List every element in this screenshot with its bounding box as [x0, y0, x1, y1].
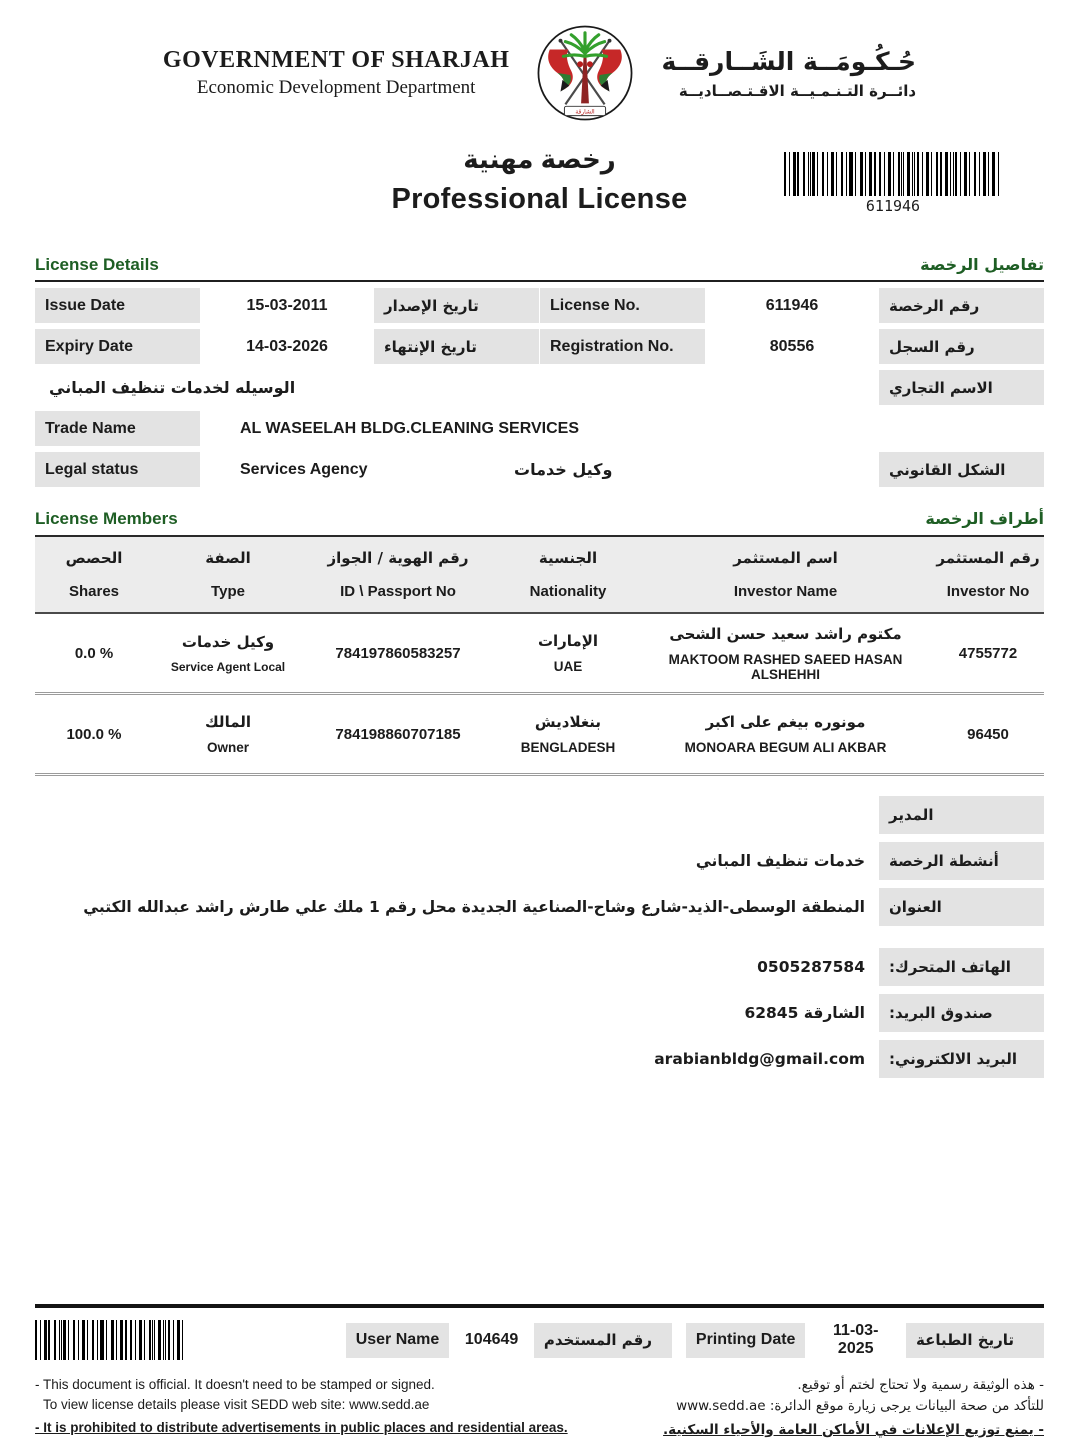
member-investor-name: مونوره بيغم على اكبر MONOARA BEGUM ALI AKBAR — [684, 713, 887, 755]
note-official-en: - This document is official. It doesn't need to be stamped or signed. — [35, 1377, 435, 1392]
po-box-row — [35, 994, 1044, 1032]
license-barcode — [784, 152, 1002, 215]
license-members-heading — [35, 509, 1044, 529]
trade-name-en-value: AL WASEELAH BLDG.CLEANING SERVICES — [240, 419, 579, 437]
col-shares-ar: الحصص — [65, 549, 123, 567]
license-members-section — [35, 509, 1044, 776]
barcode-bars — [784, 152, 1002, 196]
org-name-ar-line1: حُـكُـومَــة الشَــارقــة — [661, 46, 917, 76]
member-investor-no: 96450 — [967, 725, 1009, 743]
col-type-ar: الصفة — [205, 549, 251, 567]
registration-no-label-en: Registration No. — [540, 329, 705, 364]
member-shares: 100.0 % — [66, 725, 122, 743]
members-header-english-row — [35, 567, 1044, 600]
member-investor-name: مكتوم راشد سعيد حسن الشحى MAKTOOM RASHED SAEED HASAN ALSHEHHI — [668, 624, 903, 682]
trade-name-ar-label: الاسم التجاري — [879, 370, 1044, 405]
detail-row-legal-status — [35, 452, 1044, 487]
detail-row-trade-name-english — [35, 411, 1044, 446]
section-heading-ar: تفاصيل الرخصة — [920, 255, 1044, 274]
manager-label: المدير — [879, 796, 1044, 834]
section-rule — [35, 280, 1044, 282]
trade-name-en-label: Trade Name — [35, 411, 200, 446]
mobile-value: 0505287584 — [757, 958, 865, 976]
mobile-label: الهاتف المتحرك: — [879, 948, 1044, 986]
user-name-label-en: User Name — [346, 1323, 450, 1358]
org-name-en-line1: GOVERNMENT OF SHARJAH — [162, 47, 510, 73]
expiry-date-label-ar: تاريخ الإنتهاء — [374, 329, 539, 364]
member-type: المالك Owner — [204, 713, 252, 755]
footer-notes — [35, 1372, 1044, 1438]
col-investor-name-ar: اسم المستثمر — [733, 549, 838, 567]
member-row — [35, 614, 1044, 695]
legal-status-label-en: Legal status — [35, 452, 200, 487]
detail-row-trade-name-arabic — [35, 370, 1044, 405]
expiry-date-value: 14-03-2026 — [246, 337, 328, 355]
legal-status-value-en: Services Agency — [240, 460, 368, 478]
expiry-date-label-en: Expiry Date — [35, 329, 200, 364]
address-value: المنطقة الوسطى-الذيد-شارع وشاح-الصناعية الجديدة محل رقم 1 ملك علي طارش راشد عبدالله الكتبي — [83, 898, 865, 916]
issue-date-value: 15-03-2011 — [246, 296, 328, 314]
org-name-arabic — [661, 47, 916, 100]
footer-rule — [35, 1304, 1044, 1308]
address-label: العنوان — [879, 888, 1044, 926]
note-official-ar: - هذه الوثيقة رسمية ولا تحتاج لختم أو توقيع. — [797, 1377, 1044, 1393]
detail-row-expiry-registration — [35, 329, 1044, 364]
license-no-label-ar: رقم الرخصة — [879, 288, 1044, 323]
members-header-arabic-row — [35, 549, 1044, 567]
printing-date-value: 11-03-2025 — [833, 1322, 879, 1357]
registration-no-label-ar: رقم السجل — [879, 329, 1044, 364]
printing-date-label-en: Printing Date — [686, 1323, 806, 1358]
issue-date-label-ar: تاريخ الإصدار — [374, 288, 539, 323]
member-investor-no: 4755772 — [958, 644, 1018, 662]
address-row — [35, 888, 1044, 926]
section-heading-en: License Members — [35, 509, 178, 528]
legal-status-label-ar: الشكل القانوني — [879, 452, 1044, 487]
legal-status-value-ar: وكيل خدمات — [514, 460, 613, 479]
mobile-row — [35, 948, 1044, 986]
footer-meta-row — [35, 1320, 1044, 1360]
org-header — [35, 24, 1044, 122]
note-website-ar: للتأكد من صحة البيانات يرجى زيارة موقع الدائرة: www.sedd.ae — [676, 1398, 1044, 1414]
sharjah-emblem-icon — [535, 24, 635, 122]
activities-label: أنشطة الرخصة — [879, 842, 1044, 880]
po-box-value: الشارقة 62845 — [744, 1004, 865, 1022]
detail-row-issue-license — [35, 288, 1044, 323]
email-label: البريد الالكتروني: — [879, 1040, 1044, 1078]
col-id-en: ID \ Passport No — [340, 583, 456, 600]
col-nationality-ar: الجنسية — [538, 549, 598, 567]
activities-row — [35, 842, 1044, 880]
col-shares-en: Shares — [68, 583, 120, 600]
license-info-section — [35, 788, 1044, 1078]
col-type-en: Type — [211, 583, 245, 600]
org-name-ar-line2: دائــرة التـنـمـيــة الاقـتـصــاديــة — [678, 81, 917, 100]
license-details-heading — [35, 255, 1044, 275]
org-name-en-line2: Economic Development Department — [196, 77, 476, 98]
document-title-arabic: رخصة مهنية — [463, 144, 616, 174]
member-row — [35, 695, 1044, 776]
issue-date-label-en: Issue Date — [35, 288, 200, 323]
document-footer — [35, 1304, 1044, 1438]
license-no-label-en: License No. — [540, 288, 705, 323]
footer-notes-arabic — [600, 1372, 1044, 1438]
member-type: وكيل خدمات Service Agent Local — [170, 632, 286, 674]
member-id-passport: 784198860707185 — [335, 725, 461, 743]
document-title-block — [35, 144, 1044, 239]
trade-name-ar-value: الوسيله لخدمات تنظيف المباني — [49, 378, 296, 397]
po-box-label: صندوق البريد: — [879, 994, 1044, 1032]
manager-row — [35, 796, 1044, 834]
col-id-ar: رقم الهوية / الجواز — [327, 549, 469, 567]
registration-no-value: 80556 — [769, 337, 815, 355]
document-title-english: Professional License — [391, 183, 688, 215]
member-shares: 0.0 % — [74, 644, 114, 662]
org-name-english — [163, 47, 510, 99]
email-row — [35, 1040, 1044, 1078]
footer-notes-english — [35, 1372, 580, 1438]
user-name-label-ar: رقم المستخدم — [534, 1323, 672, 1358]
email-value: arabianbldg@gmail.com — [654, 1050, 865, 1068]
col-investor-no-ar: رقم المستثمر — [936, 549, 1040, 567]
emblem-banner-text: الشارقة — [575, 109, 596, 116]
printing-date-label-ar: تاريخ الطباعة — [906, 1323, 1044, 1358]
user-name-value: 104649 — [464, 1331, 519, 1348]
section-heading-ar: أطراف الرخصة — [925, 509, 1044, 528]
license-details-section — [35, 255, 1044, 487]
col-nationality-en: Nationality — [529, 583, 607, 600]
members-table-header — [35, 535, 1044, 614]
license-no-value: 611946 — [765, 296, 819, 314]
col-investor-no-en: Investor No — [946, 583, 1030, 600]
member-nationality: الإمارات UAE — [537, 632, 599, 674]
section-heading-en: License Details — [35, 255, 159, 274]
footer-barcode — [35, 1320, 184, 1360]
note-prohibited-en: - It is prohibited to distribute advertisements in public places and residential areas. — [35, 1420, 568, 1435]
note-website-en: To view license details please visit SEDD web site: www.sedd.ae — [43, 1397, 430, 1412]
member-id-passport: 784197860583257 — [335, 644, 461, 662]
barcode-number: 611946 — [865, 197, 921, 215]
member-nationality: بنغلاديش BENGLADESH — [520, 713, 616, 755]
activities-value: خدمات تنظيف المباني — [695, 852, 865, 870]
note-prohibited-ar: - يمنع توزيع الإعلانات في الأماكن العامة والأحياء السكنية. — [663, 1422, 1044, 1438]
col-investor-name-en: Investor Name — [733, 583, 838, 600]
